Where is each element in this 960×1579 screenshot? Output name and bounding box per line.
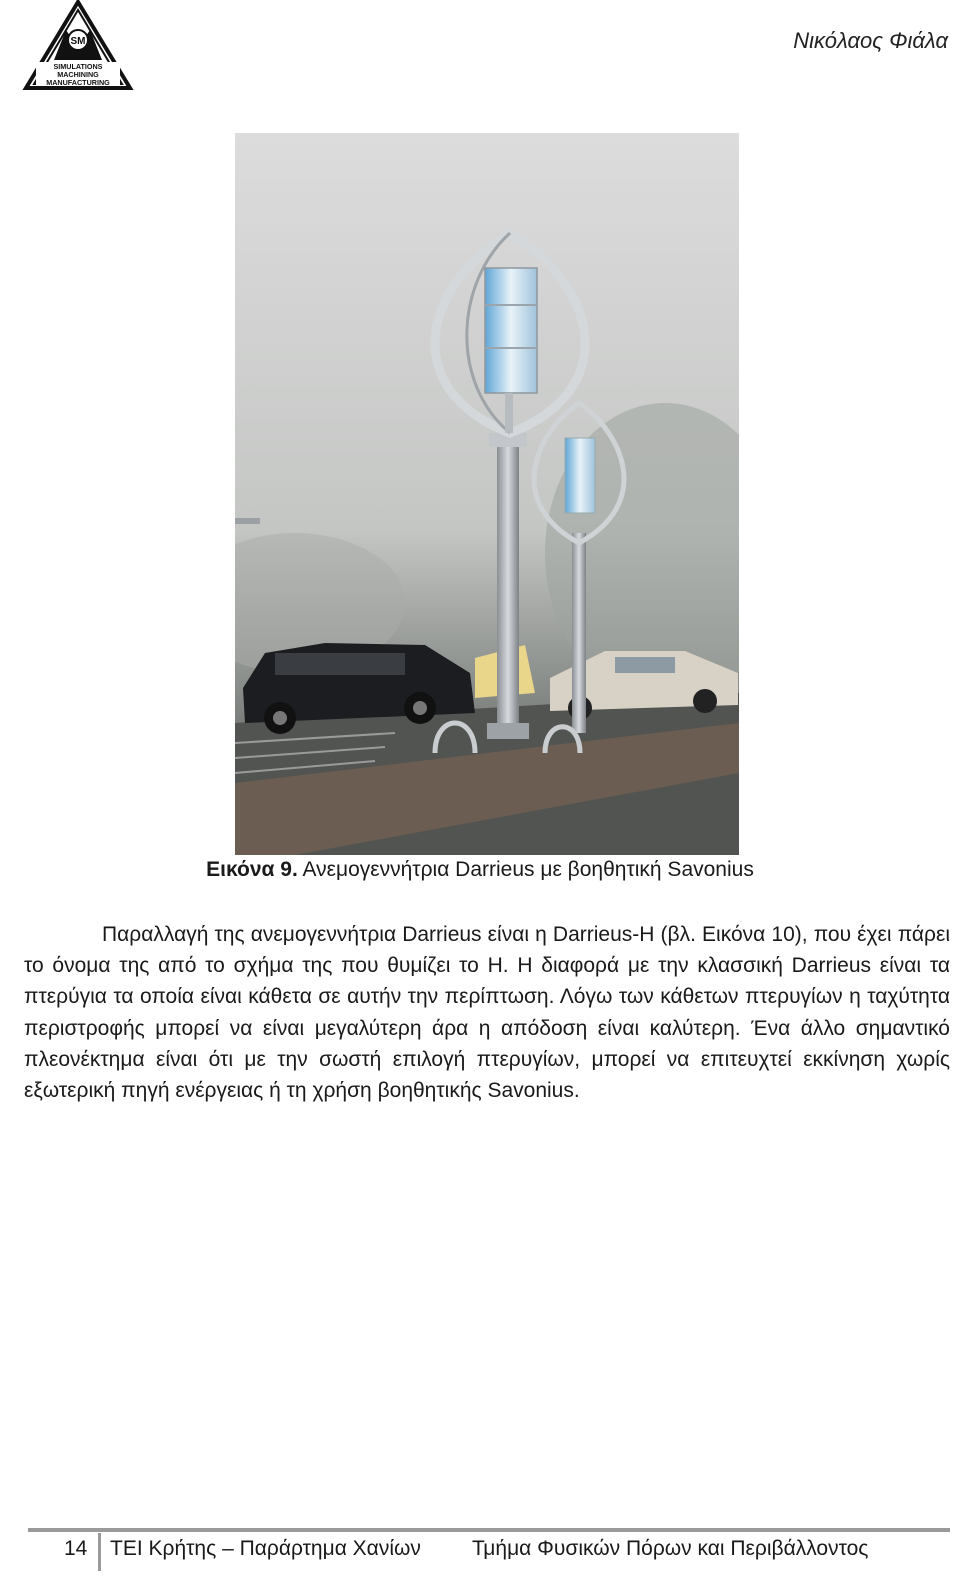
footer-institution: ΤΕΙ Κρήτης – Παράρτημα Χανίων [110,1537,421,1560]
logo-text-line-1: SIMULATIONS [53,62,103,71]
logo-text-line-2: MACHINING [57,70,99,79]
author-name: Νικόλαος Φιάλα [793,28,948,53]
company-logo [22,0,134,92]
body-text [24,919,950,1106]
footer-rule [28,1528,950,1532]
logo-monogram: SM [70,36,86,47]
turbine-photo [235,133,739,855]
footer-separator [98,1533,101,1571]
page-footer [28,1533,950,1573]
figure-caption [0,858,960,882]
footer-department: Τμήμα Φυσικών Πόρων και Περιβάλλοντος [472,1537,869,1560]
body-paragraph: Παραλλαγή της ανεμογεννήτρια Darrieus είναι η Darrieus-H (βλ. Εικόνα 10), που έχει πάρει το όνομα της από το σχήμα της που θυμίζει το Η. Η διαφορά με την κλασσική Darrieus είναι τα πτερύγια τα οποία είναι κάθετα σε αυτήν την περίπτωση. Λόγω των κάθετων πτερυγίων η ταχύτητα περιστροφής μπορεί να είναι μεγαλύτερη άρα η απόδοση είναι καλύτερη. Ένα άλλο σημαντικό πλεονέκτημα είναι ότι με την σωστή επιλογή πτερυγίων, μπορεί να επιτευχτεί εκκίνηση χωρίς εξωτερική πηγή ενέργειας ή τη χρήση βοηθητικής Savonius. [24,923,950,1103]
logo-text-line-3: MANUFACTURING [46,78,110,87]
figure-caption-text: Ανεμογεννήτρια Darrieus με βοηθητική Savonius [302,858,754,881]
page-number: 14 [64,1537,88,1560]
figure-label: Εικόνα 9. [206,858,298,881]
